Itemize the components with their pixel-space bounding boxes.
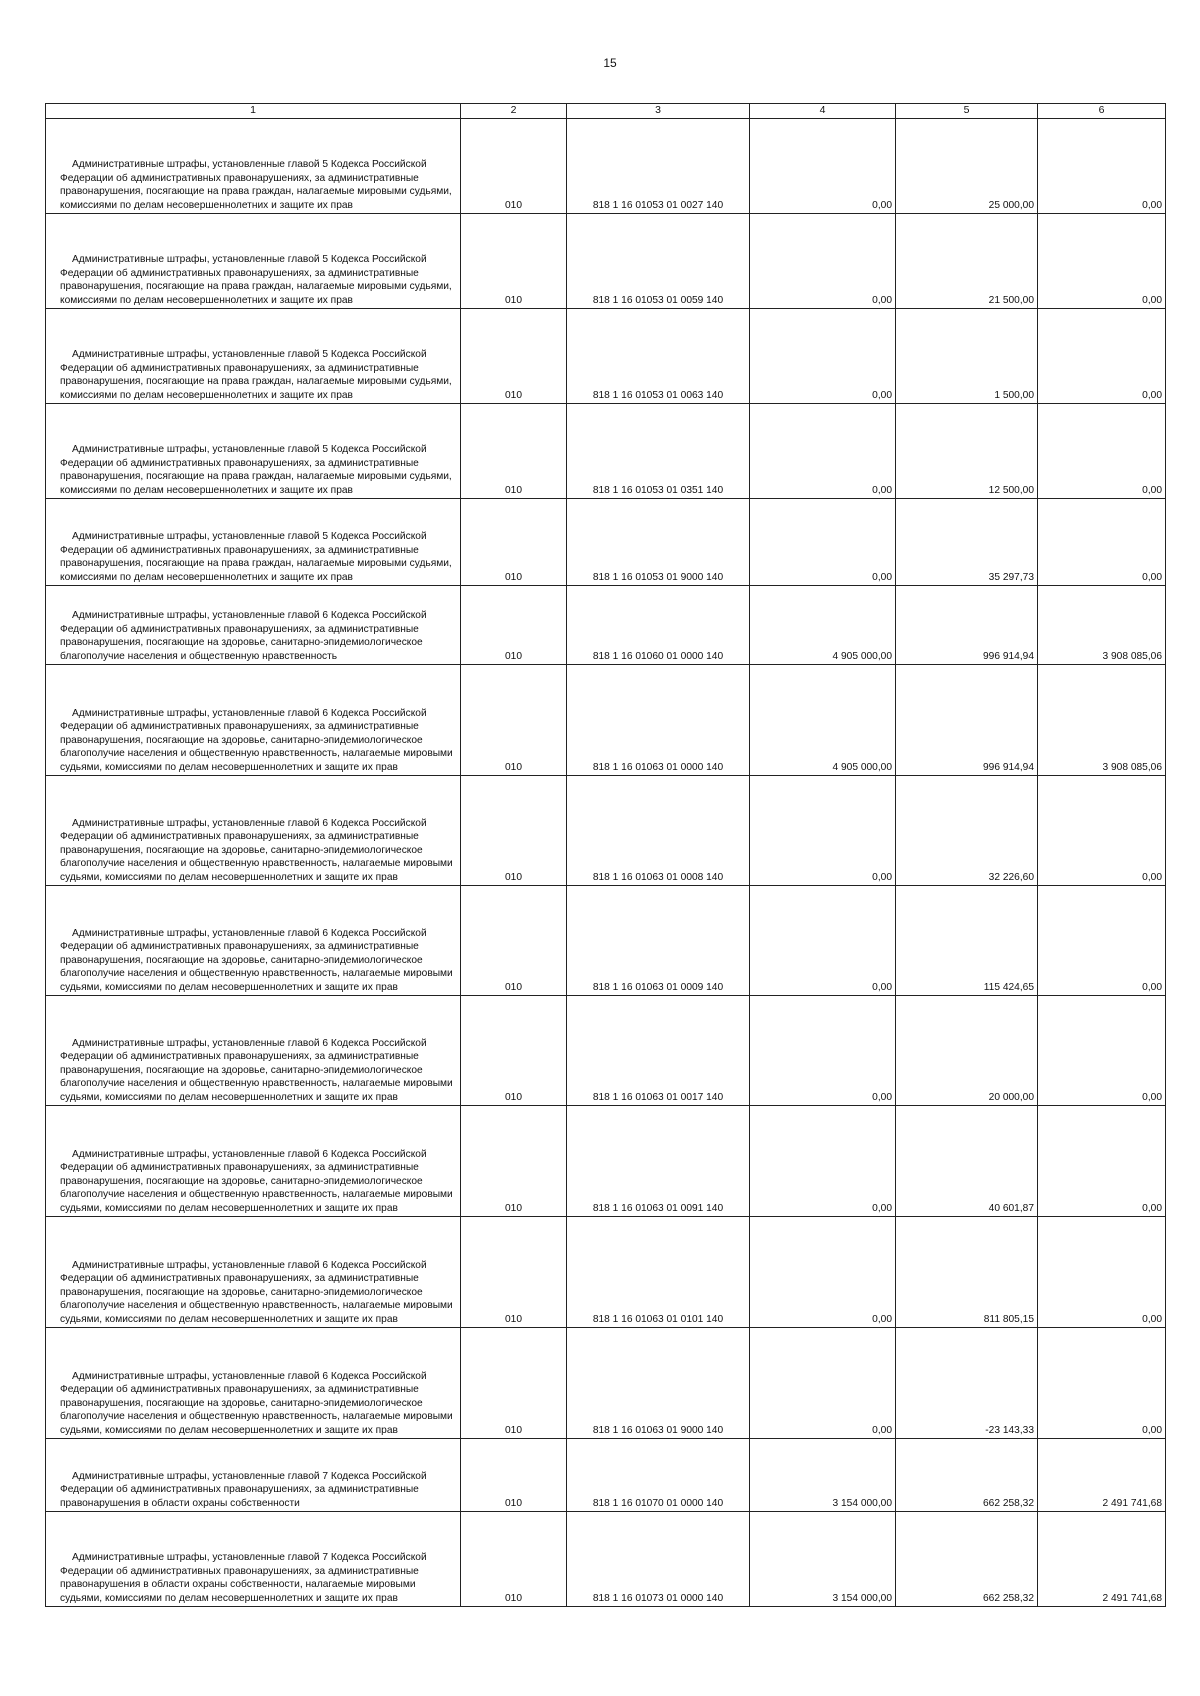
row-line-code: 010	[461, 586, 567, 665]
table-row	[46, 996, 1166, 1106]
row-line-code: 010	[461, 309, 567, 404]
table-row	[46, 1439, 1166, 1512]
row-description: Административные штрафы, установленные главой 7 Кодекса Российской Федерации об административных правонарушениях, за административные правонарушения в области охраны собственности	[46, 1439, 461, 1512]
table-row	[46, 214, 1166, 309]
table-row	[46, 586, 1166, 665]
row-description: Административные штрафы, установленные главой 5 Кодекса Российской Федерации об административных правонарушениях, за административные правонарушения, посягающие на права граждан, налагаемые мировыми судьями, комиссиями по делам несовершеннолетних и защите их прав	[46, 214, 461, 309]
row-description: Административные штрафы, установленные главой 5 Кодекса Российской Федерации об административных правонарушениях, за административные правонарушения, посягающие на права граждан, налагаемые мировыми судьями, комиссиями по делам несовершеннолетних и защите их прав	[46, 404, 461, 499]
column-number-5: 5	[896, 104, 1038, 119]
row-income-code: 818 1 16 01063 01 0091 140	[567, 1106, 750, 1217]
column-number-2: 2	[461, 104, 567, 119]
row-description: Административные штрафы, установленные главой 6 Кодекса Российской Федерации об административных правонарушениях, за административные правонарушения, посягающие на здоровье, санитарно-эпидемиологическое благополучие населения и общественную нравственность, налагаемые мировыми судьями, комиссиями по делам несовершеннолетних и защите их прав	[46, 1217, 461, 1328]
row-value-col4: 3 154 000,00	[750, 1439, 896, 1512]
row-line-code: 010	[461, 1439, 567, 1512]
column-number-6: 6	[1038, 104, 1166, 119]
row-income-code: 818 1 16 01053 01 0027 140	[567, 119, 750, 214]
row-description: Административные штрафы, установленные главой 5 Кодекса Российской Федерации об административных правонарушениях, за административные правонарушения, посягающие на права граждан, налагаемые мировыми судьями, комиссиями по делам несовершеннолетних и защите их прав	[46, 499, 461, 586]
row-value-col6: 0,00	[1038, 996, 1166, 1106]
row-value-col4: 4 905 000,00	[750, 665, 896, 776]
row-value-col6: 0,00	[1038, 119, 1166, 214]
row-value-col4: 0,00	[750, 309, 896, 404]
table-row	[46, 1106, 1166, 1217]
row-value-col6: 3 908 085,06	[1038, 665, 1166, 776]
row-value-col6: 0,00	[1038, 886, 1166, 996]
row-value-col4: 0,00	[750, 1217, 896, 1328]
row-value-col4: 3 154 000,00	[750, 1512, 896, 1607]
column-number-3: 3	[567, 104, 750, 119]
row-value-col6: 0,00	[1038, 309, 1166, 404]
row-description: Административные штрафы, установленные главой 6 Кодекса Российской Федерации об административных правонарушениях, за административные правонарушения, посягающие на здоровье, санитарно-эпидемиологическое благополучие населения и общественную нравственность, налагаемые мировыми судьями, комиссиями по делам несовершеннолетних и защите их прав	[46, 886, 461, 996]
row-value-col5: 996 914,94	[896, 586, 1038, 665]
row-value-col6: 0,00	[1038, 214, 1166, 309]
row-value-col5: 996 914,94	[896, 665, 1038, 776]
row-value-col5: 25 000,00	[896, 119, 1038, 214]
row-value-col5: 20 000,00	[896, 996, 1038, 1106]
row-income-code: 818 1 16 01063 01 0008 140	[567, 776, 750, 886]
table-row	[46, 665, 1166, 776]
row-value-col5: 32 226,60	[896, 776, 1038, 886]
row-value-col6: 0,00	[1038, 776, 1166, 886]
table-row	[46, 309, 1166, 404]
row-description: Административные штрафы, установленные главой 6 Кодекса Российской Федерации об административных правонарушениях, за административные правонарушения, посягающие на здоровье, санитарно-эпидемиологическое благополучие населения и общественную нравственность, налагаемые мировыми судьями, комиссиями по делам несовершеннолетних и защите их прав	[46, 665, 461, 776]
row-description: Административные штрафы, установленные главой 6 Кодекса Российской Федерации об административных правонарушениях, за административные правонарушения, посягающие на здоровье, санитарно-эпидемиологическое благополучие населения и общественную нравственность, налагаемые мировыми судьями, комиссиями по делам несовершеннолетних и защите их прав	[46, 1328, 461, 1439]
row-line-code: 010	[461, 1217, 567, 1328]
row-income-code: 818 1 16 01063 01 0000 140	[567, 665, 750, 776]
row-value-col5: 662 258,32	[896, 1439, 1038, 1512]
table-body	[46, 104, 1166, 1607]
table-row	[46, 1512, 1166, 1607]
row-value-col5: 12 500,00	[896, 404, 1038, 499]
row-description: Административные штрафы, установленные главой 7 Кодекса Российской Федерации об административных правонарушениях, за административные правонарушения в области охраны собственности, налагаемые мировыми судьями, комиссиями по делам несовершеннолетних и защите их прав	[46, 1512, 461, 1607]
row-value-col4: 4 905 000,00	[750, 586, 896, 665]
column-number-1: 1	[46, 104, 461, 119]
row-value-col5: 40 601,87	[896, 1106, 1038, 1217]
row-value-col5: 1 500,00	[896, 309, 1038, 404]
row-value-col4: 0,00	[750, 1106, 896, 1217]
row-description: Административные штрафы, установленные главой 5 Кодекса Российской Федерации об административных правонарушениях, за административные правонарушения, посягающие на права граждан, налагаемые мировыми судьями, комиссиями по делам несовершеннолетних и защите их прав	[46, 309, 461, 404]
table-row	[46, 1328, 1166, 1439]
table-row	[46, 404, 1166, 499]
row-line-code: 010	[461, 499, 567, 586]
row-line-code: 010	[461, 1328, 567, 1439]
row-line-code: 010	[461, 776, 567, 886]
column-number-row	[46, 104, 1166, 119]
row-value-col4: 0,00	[750, 776, 896, 886]
row-income-code: 818 1 16 01070 01 0000 140	[567, 1439, 750, 1512]
row-income-code: 818 1 16 01063 01 9000 140	[567, 1328, 750, 1439]
row-value-col5: 811 805,15	[896, 1217, 1038, 1328]
page-number: 15	[603, 56, 617, 70]
row-income-code: 818 1 16 01053 01 0351 140	[567, 404, 750, 499]
row-value-col4: 0,00	[750, 1328, 896, 1439]
row-description: Административные штрафы, установленные главой 6 Кодекса Российской Федерации об административных правонарушениях, за административные правонарушения, посягающие на здоровье, санитарно-эпидемиологическое благополучие населения и общественную нравственность, налагаемые мировыми судьями, комиссиями по делам несовершеннолетних и защите их прав	[46, 776, 461, 886]
row-value-col4: 0,00	[750, 214, 896, 309]
table-row	[46, 119, 1166, 214]
row-value-col5: 662 258,32	[896, 1512, 1038, 1607]
row-line-code: 010	[461, 404, 567, 499]
row-description: Административные штрафы, установленные главой 6 Кодекса Российской Федерации об административных правонарушениях, за административные правонарушения, посягающие на здоровье, санитарно-эпидемиологическое благополучие населения и общественную нравственность, налагаемые мировыми судьями, комиссиями по делам несовершеннолетних и защите их прав	[46, 1106, 461, 1217]
row-income-code: 818 1 16 01053 01 0059 140	[567, 214, 750, 309]
row-value-col5: 21 500,00	[896, 214, 1038, 309]
revenue-table	[45, 103, 1166, 1607]
row-income-code: 818 1 16 01063 01 0009 140	[567, 886, 750, 996]
row-value-col4: 0,00	[750, 499, 896, 586]
column-number-4: 4	[750, 104, 896, 119]
row-line-code: 010	[461, 214, 567, 309]
row-line-code: 010	[461, 1106, 567, 1217]
row-income-code: 818 1 16 01053 01 0063 140	[567, 309, 750, 404]
row-line-code: 010	[461, 996, 567, 1106]
row-income-code: 818 1 16 01060 01 0000 140	[567, 586, 750, 665]
row-value-col6: 0,00	[1038, 1328, 1166, 1439]
row-line-code: 010	[461, 1512, 567, 1607]
row-line-code: 010	[461, 665, 567, 776]
row-line-code: 010	[461, 886, 567, 996]
row-value-col6: 0,00	[1038, 1106, 1166, 1217]
row-income-code: 818 1 16 01073 01 0000 140	[567, 1512, 750, 1607]
row-income-code: 818 1 16 01063 01 0101 140	[567, 1217, 750, 1328]
row-value-col4: 0,00	[750, 996, 896, 1106]
row-value-col6: 2 491 741,68	[1038, 1439, 1166, 1512]
row-description: Административные штрафы, установленные главой 6 Кодекса Российской Федерации об административных правонарушениях, за административные правонарушения, посягающие на здоровье, санитарно-эпидемиологическое благополучие населения и общественную нравственность	[46, 586, 461, 665]
row-value-col6: 2 491 741,68	[1038, 1512, 1166, 1607]
row-income-code: 818 1 16 01053 01 9000 140	[567, 499, 750, 586]
row-value-col4: 0,00	[750, 404, 896, 499]
row-value-col5: 115 424,65	[896, 886, 1038, 996]
row-value-col6: 0,00	[1038, 404, 1166, 499]
table-row	[46, 499, 1166, 586]
table-row	[46, 1217, 1166, 1328]
row-line-code: 010	[461, 119, 567, 214]
row-description: Административные штрафы, установленные главой 6 Кодекса Российской Федерации об административных правонарушениях, за административные правонарушения, посягающие на здоровье, санитарно-эпидемиологическое благополучие населения и общественную нравственность, налагаемые мировыми судьями, комиссиями по делам несовершеннолетних и защите их прав	[46, 996, 461, 1106]
row-value-col6: 0,00	[1038, 1217, 1166, 1328]
row-value-col6: 3 908 085,06	[1038, 586, 1166, 665]
table-row	[46, 776, 1166, 886]
row-value-col6: 0,00	[1038, 499, 1166, 586]
row-value-col5: -23 143,33	[896, 1328, 1038, 1439]
row-description: Административные штрафы, установленные главой 5 Кодекса Российской Федерации об административных правонарушениях, за административные правонарушения, посягающие на права граждан, налагаемые мировыми судьями, комиссиями по делам несовершеннолетних и защите их прав	[46, 119, 461, 214]
row-value-col4: 0,00	[750, 886, 896, 996]
row-income-code: 818 1 16 01063 01 0017 140	[567, 996, 750, 1106]
row-value-col5: 35 297,73	[896, 499, 1038, 586]
row-value-col4: 0,00	[750, 119, 896, 214]
table-row	[46, 886, 1166, 996]
